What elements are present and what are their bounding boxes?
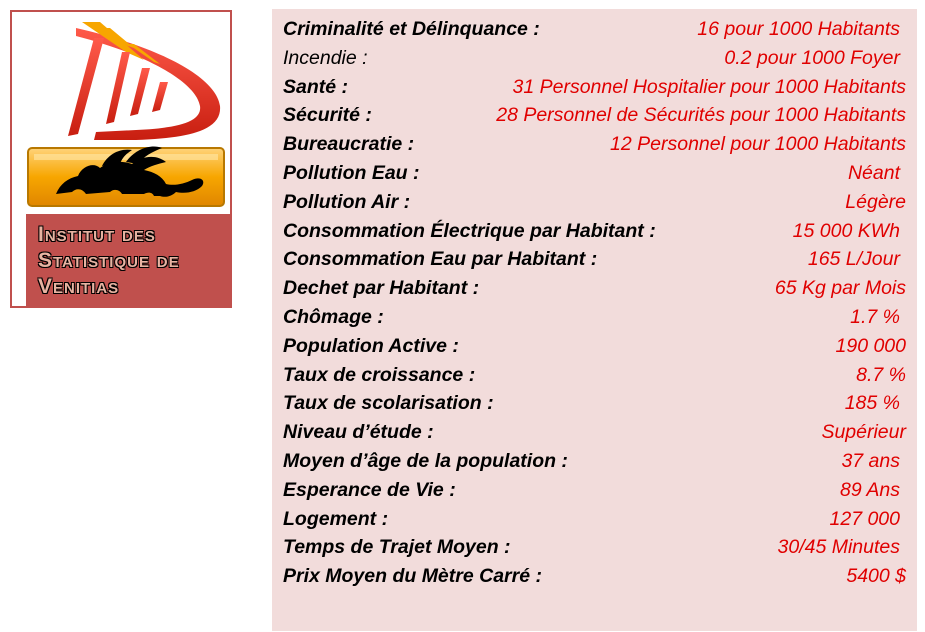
stat-value: 12 Personnel pour 1000 Habitants bbox=[610, 133, 906, 156]
stat-value: 37 ans bbox=[841, 449, 900, 472]
stat-row bbox=[272, 15, 917, 44]
stat-label: Pollution Air : bbox=[283, 190, 411, 213]
stat-label: Pollution Eau : bbox=[283, 161, 420, 184]
stat-row bbox=[272, 73, 917, 102]
stat-value: 127 000 bbox=[829, 507, 900, 530]
stat-row bbox=[272, 476, 917, 505]
stat-label: Esperance de Vie : bbox=[283, 478, 456, 501]
winged-lion-icon bbox=[28, 147, 224, 206]
stat-label: Taux de croissance : bbox=[283, 363, 476, 386]
stat-row bbox=[272, 303, 917, 332]
stat-value: 8.7 % bbox=[856, 363, 906, 386]
stat-label: Criminalité et Délinquance : bbox=[283, 18, 540, 40]
stat-value: 1.7 % bbox=[850, 305, 900, 328]
stat-row bbox=[272, 562, 917, 591]
stat-label: Sécurité : bbox=[283, 104, 372, 127]
logo-caption bbox=[26, 214, 232, 308]
stat-row bbox=[272, 447, 917, 476]
stat-value: 28 Personnel de Sécurités pour 1000 Habitants bbox=[496, 104, 906, 127]
stat-label: Dechet par Habitant : bbox=[283, 277, 480, 300]
stat-row bbox=[272, 130, 917, 159]
stat-value: 0.2 pour 1000 Foyer bbox=[724, 46, 900, 69]
logo-caption-line-1: Institut des bbox=[38, 223, 156, 246]
stat-value: 65 Kg par Mois bbox=[774, 277, 906, 300]
stat-value: Supérieur bbox=[821, 421, 906, 444]
stat-value: 185 % bbox=[844, 392, 900, 415]
stat-label: Consommation Électrique par Habitant : bbox=[283, 219, 656, 242]
stat-row bbox=[272, 389, 917, 418]
stat-row bbox=[272, 101, 917, 130]
stat-row bbox=[272, 245, 917, 274]
stat-row bbox=[272, 533, 917, 562]
logo-emblem bbox=[16, 16, 228, 212]
stat-value: 165 L/Jour bbox=[807, 248, 900, 271]
stat-label: Chômage : bbox=[283, 305, 384, 328]
stat-label: Bureaucratie : bbox=[283, 133, 415, 156]
stat-value: 31 Personnel Hospitalier pour 1000 Habitants bbox=[512, 75, 906, 98]
stat-label: Logement : bbox=[283, 507, 389, 530]
stat-row bbox=[272, 159, 917, 188]
stat-row bbox=[272, 44, 917, 73]
institute-logo bbox=[10, 10, 232, 308]
stat-value: 16 pour 1000 Habitants bbox=[697, 18, 900, 40]
stat-value: 30/45 Minutes bbox=[777, 536, 900, 559]
stat-label: Taux de scolarisation : bbox=[283, 392, 494, 415]
stat-label: Niveau d’étude : bbox=[283, 421, 434, 444]
swoosh-icon bbox=[68, 22, 220, 140]
stat-row bbox=[272, 361, 917, 390]
stat-label: Population Active : bbox=[283, 334, 459, 357]
stat-value: Légère bbox=[845, 190, 906, 213]
stat-label: Prix Moyen du Mètre Carré : bbox=[283, 565, 542, 588]
stat-row bbox=[272, 217, 917, 246]
stat-label: Moyen d’âge de la population : bbox=[283, 449, 568, 472]
stat-row bbox=[272, 274, 917, 303]
statistics-panel bbox=[272, 9, 917, 631]
logo-caption-line-3: Venitias bbox=[38, 275, 120, 298]
stat-value: Néant bbox=[847, 161, 900, 184]
stat-value: 190 000 bbox=[835, 334, 906, 357]
stat-label: Santé : bbox=[283, 75, 349, 98]
stat-row bbox=[272, 332, 917, 361]
stat-label: Temps de Trajet Moyen : bbox=[283, 536, 511, 559]
stat-row bbox=[272, 418, 917, 447]
stat-row bbox=[272, 505, 917, 534]
stat-value: 89 Ans bbox=[840, 478, 900, 501]
logo-caption-line-2: Statistique de bbox=[38, 249, 180, 272]
stat-label: Incendie : bbox=[283, 46, 368, 69]
stat-value: 5400 $ bbox=[846, 565, 906, 588]
stat-label: Consommation Eau par Habitant : bbox=[283, 248, 598, 271]
stat-row bbox=[272, 188, 917, 217]
stat-value: 15 000 KWh bbox=[792, 219, 900, 242]
